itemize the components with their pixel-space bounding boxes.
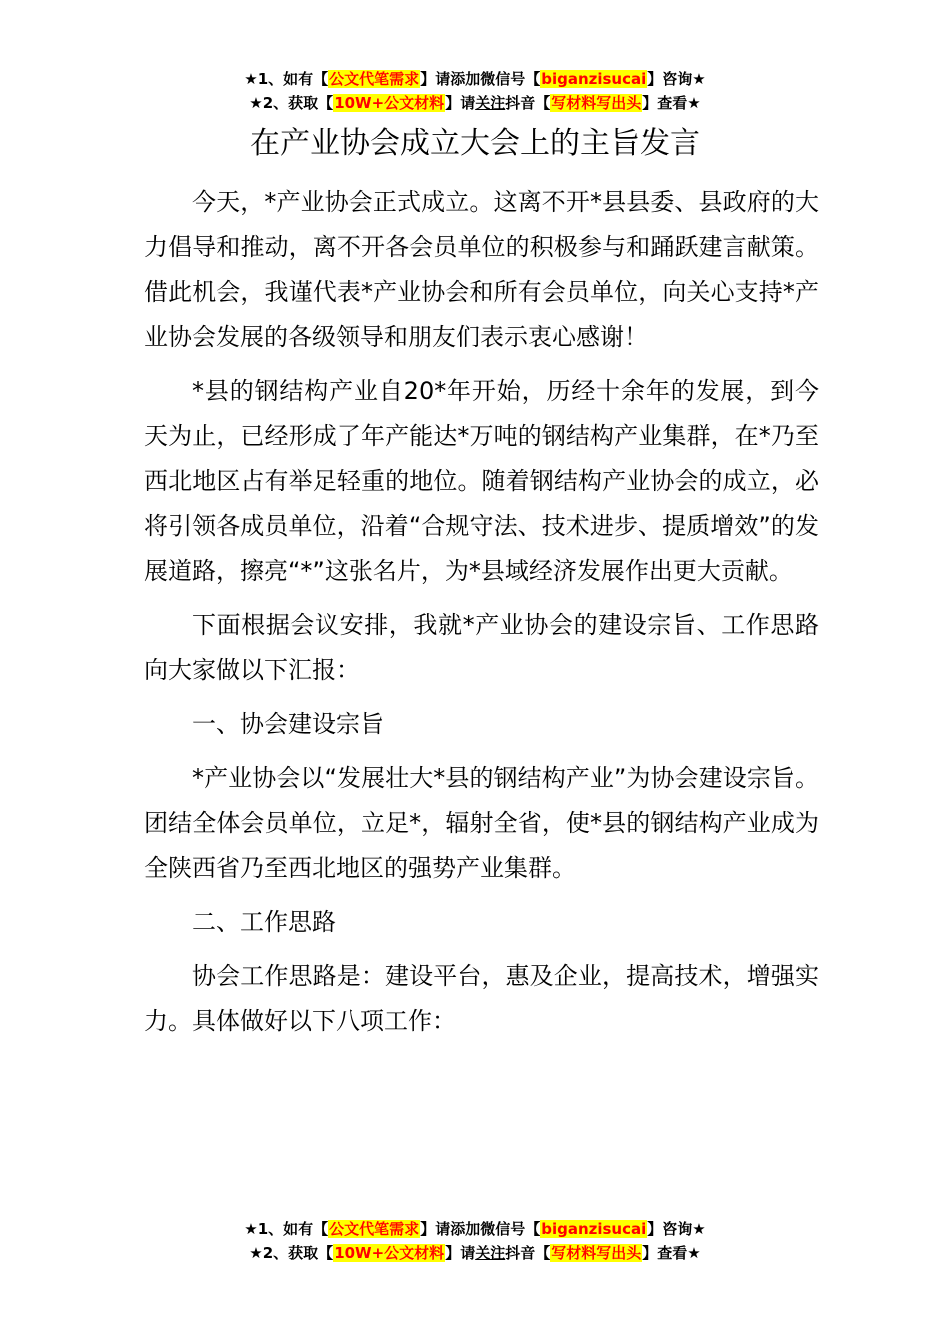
banner-highlight: 公文代笔需求 bbox=[329, 70, 420, 88]
banner-text: ★2、获取【 bbox=[249, 94, 334, 112]
banner-line-2 bbox=[0, 1241, 950, 1265]
banner-highlight-wechat: biganzisucai bbox=[541, 70, 647, 88]
banner-underlined: 关注 bbox=[475, 1244, 506, 1262]
paragraph-intro: 今天，*产业协会正式成立。这离不开*县县委、县政府的大力倡导和推动，离不开各会员单位的积极参与和踊跃建言献策。借此机会，我谨代表*产业协会和所有会员单位，向关心支持*产业协会发展的各级领导和朋友们表示衷心感谢！ bbox=[144, 188, 819, 351]
banner-text: 抖音【 bbox=[505, 94, 551, 112]
banner-text: 】查看★ bbox=[642, 94, 701, 112]
banner-text: 】请添加微信号【 bbox=[420, 70, 541, 88]
footer-banner bbox=[0, 1217, 950, 1265]
document-title: 在产业协会成立大会上的主旨发言 bbox=[250, 126, 700, 161]
banner-line-1 bbox=[0, 1217, 950, 1241]
header-banner bbox=[0, 67, 950, 115]
banner-text: ★1、如有【 bbox=[244, 1220, 329, 1238]
banner-text: ★2、获取【 bbox=[249, 1244, 334, 1262]
document-body bbox=[144, 180, 819, 1053]
paragraph-industry: *县的钢结构产业自20*年开始，历经十余年的发展，到今天为止，已经形成了年产能达*万吨的钢结构产业集群，在*乃至西北地区占有举足轻重的地位。随着钢结构产业协会的成立，必将引领各成员单位，沿着“合规守法、技术进步、提质增效”的发展道路，擦亮“*”这张名片，为*县域经济发展作出更大贡献。 bbox=[144, 377, 819, 585]
banner-highlight: 公文代笔需求 bbox=[329, 1220, 420, 1238]
banner-underlined: 关注 bbox=[475, 94, 506, 112]
banner-text: 】查看★ bbox=[642, 1244, 701, 1262]
banner-highlight: 10W+公文材料 bbox=[334, 1244, 445, 1262]
banner-text: ★1、如有【 bbox=[244, 70, 329, 88]
banner-text: 】咨询★ bbox=[647, 1220, 706, 1238]
paragraph-purpose: *产业协会以“发展壮大*县的钢结构产业”为协会建设宗旨。团结全体会员单位，立足*，辐射全省，使*县的钢结构产业成为全陕西省乃至西北地区的强势产业集群。 bbox=[144, 764, 819, 882]
section-heading-approach: 二、工作思路 bbox=[192, 908, 336, 936]
banner-text: 】请 bbox=[445, 94, 476, 112]
banner-text: 抖音【 bbox=[505, 1244, 551, 1262]
banner-text: 】请 bbox=[445, 1244, 476, 1262]
banner-highlight-douyin: 写材料写出头 bbox=[551, 94, 642, 112]
banner-line-1 bbox=[0, 67, 950, 91]
banner-highlight-wechat: biganzisucai bbox=[541, 1220, 647, 1238]
banner-highlight-douyin: 写材料写出头 bbox=[551, 1244, 642, 1262]
banner-text: 】咨询★ bbox=[647, 70, 706, 88]
section-heading-purpose: 一、协会建设宗旨 bbox=[192, 710, 384, 738]
paragraph-approach: 协会工作思路是：建设平台，惠及企业，提高技术，增强实力。具体做好以下八项工作： bbox=[144, 962, 819, 1035]
banner-line-2 bbox=[0, 91, 950, 115]
paragraph-report: 下面根据会议安排，我就*产业协会的建设宗旨、工作思路向大家做以下汇报： bbox=[144, 611, 819, 684]
banner-text: 】请添加微信号【 bbox=[420, 1220, 541, 1238]
banner-highlight: 10W+公文材料 bbox=[334, 94, 445, 112]
